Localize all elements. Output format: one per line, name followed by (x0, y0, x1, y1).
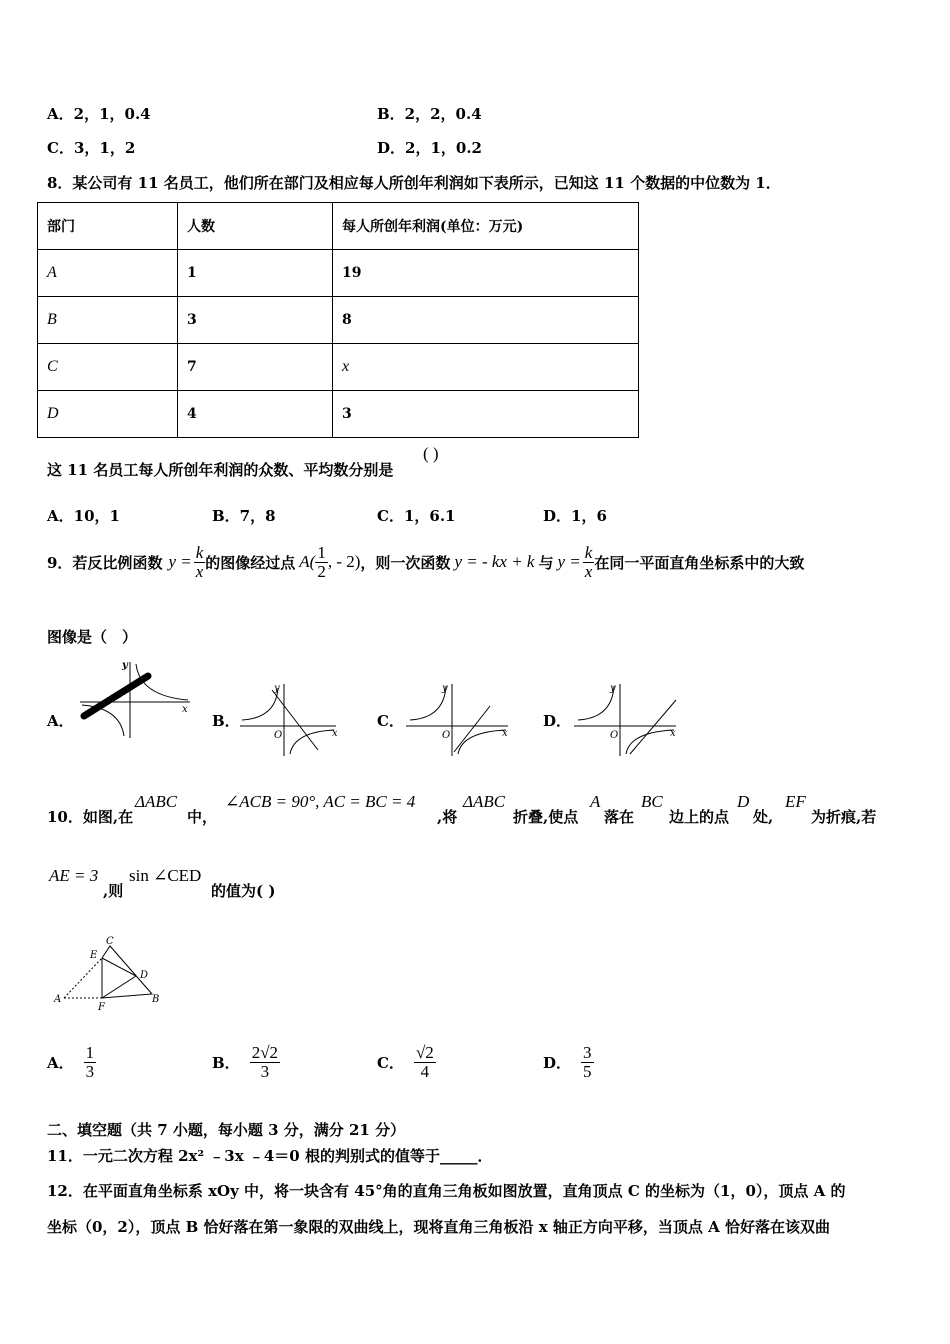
hyperbola-branch (458, 730, 506, 754)
fraction-denominator: 3 (85, 1061, 95, 1081)
q10-jiang: ,将 (437, 808, 458, 826)
q8-stem: 8．某公司有 11 名员工，他们所在部门及相应每人所创年利润如下表所示，已知这 11 个数据的中位数为 1． (47, 174, 781, 192)
q10-triangle-2: ΔABC (463, 792, 506, 811)
q10-point-d: D (737, 792, 750, 811)
fraction-numerator: k (584, 542, 593, 562)
q7-option-a: A．2，1，0.4 (47, 105, 151, 123)
table-row (38, 344, 639, 391)
table-header-cell: 每人所创年利润(单位：万元) (333, 203, 639, 250)
q10-point-a: A (590, 792, 601, 811)
table-header-cell: 部门 (38, 203, 178, 250)
fraction-numerator: √2 (415, 1042, 434, 1062)
q9-stem (47, 540, 804, 584)
table-cell: D (38, 391, 178, 438)
label-e: E (90, 950, 98, 961)
q9-fraction-k-over-x (194, 544, 206, 581)
table-row (38, 391, 639, 438)
q9-graph-d (572, 680, 682, 758)
q10-triangle-figure (48, 932, 168, 1014)
q10-ae: AE = 3 (49, 866, 99, 885)
label-c: C (106, 936, 114, 947)
q9-option-b-label: B． (212, 712, 240, 730)
q10-angle-condition: ∠ACB = 90°, AC = BC = 4 (225, 792, 416, 811)
linear-function-line (272, 690, 318, 750)
table-header-row (38, 203, 639, 250)
q9-point-rest: , - 2) (327, 552, 361, 571)
table-cell: 19 (333, 250, 639, 297)
q10-ze: ,则 (103, 882, 124, 900)
q9-option-a-label: A． (47, 712, 74, 730)
fraction-denominator: x (195, 561, 204, 581)
q10-value: 的值为( ) (211, 882, 276, 900)
q9-y-eq-2: y = (557, 552, 581, 571)
q9-suffix: 在同一平面直角坐标系中的大致 (594, 553, 805, 572)
origin-label: O (274, 730, 283, 741)
q9-mid2: ，则一次函数 (360, 553, 451, 572)
q7-option-b: B．2，2，0.4 (377, 105, 482, 123)
q9-graph-c (404, 680, 514, 758)
x-axis-label: x (182, 704, 188, 715)
label-f: F (98, 1002, 105, 1013)
fraction-numerator: 3 (583, 1042, 592, 1062)
q8-answer-paren: ( ) (423, 444, 439, 463)
q10-crease: 为折痕,若 (811, 808, 877, 826)
q9-fraction-half (315, 544, 328, 581)
q9-line2: 图像是（ ） (47, 628, 138, 646)
hyperbola-branch (578, 686, 614, 720)
q7-option-c: C．3，1，2 (47, 139, 136, 157)
q8-option-d: D．1，6 (543, 507, 607, 525)
hyperbola-branch (242, 688, 278, 720)
option-fraction (84, 1044, 97, 1081)
label-d: D (140, 970, 149, 981)
q7-option-d: D．2，1，0.2 (377, 139, 482, 157)
option-fraction (250, 1044, 280, 1081)
q9-y-eq: y = (168, 552, 192, 571)
table-cell: 8 (333, 297, 639, 344)
q10-triangle: ΔABC (135, 792, 178, 811)
table-cell: 4 (178, 391, 333, 438)
q9-graph-b (238, 680, 342, 758)
y-axis-label: y (122, 660, 128, 671)
q12-line1: 12．在平面直角坐标系 xOy 中，将一块含有 45°角的直角三角板如图放置，直角顶点 C 的坐标为（1，0），顶点 A 的 (47, 1182, 846, 1200)
option-label: D． (543, 1053, 572, 1072)
q10-ef: EF (785, 792, 806, 811)
table-cell: B (38, 297, 178, 344)
dashed-segment-ae (64, 958, 102, 998)
q9-point-a: A( (299, 552, 316, 571)
q10-option-b (212, 1040, 280, 1084)
q10-edge: 边上的点 (669, 808, 730, 826)
q8-question: 这 11 名员工每人所创年利润的众数、平均数分别是 (47, 461, 394, 479)
fraction-denominator: 3 (260, 1061, 270, 1081)
option-label: A． (47, 1053, 74, 1072)
linear-function-line (454, 706, 490, 752)
q8-table (37, 202, 639, 438)
fraction-numerator: 1 (85, 1042, 95, 1062)
table-cell: 7 (178, 344, 333, 391)
table-cell: x (333, 344, 639, 391)
table-cell: 3 (333, 391, 639, 438)
origin-label: O (442, 730, 451, 741)
table-cell: 1 (178, 250, 333, 297)
fraction-numerator: 1 (317, 542, 326, 562)
q10-zhong: 中， (187, 808, 218, 826)
q9-mid3: 与 (538, 553, 554, 572)
q8-option-c: C．1，6.1 (377, 507, 456, 525)
x-axis-label: x (502, 728, 508, 739)
q10-fold: 折叠,使点 (513, 808, 579, 826)
y-axis-label: y (442, 683, 448, 694)
q10-sin-ced: sin ∠CED (129, 866, 202, 885)
fraction-denominator: 2 (317, 561, 326, 581)
fraction-denominator: x (584, 561, 593, 581)
q10-option-a (47, 1040, 96, 1084)
q8-option-a: A．10，1 (47, 507, 120, 525)
origin-label: O (610, 730, 619, 741)
y-axis-label: y (274, 683, 280, 694)
fraction-denominator: 5 (583, 1061, 592, 1081)
fraction-numerator: k (195, 542, 204, 562)
q9-option-c-label: C． (377, 712, 404, 730)
q10-bc: BC (641, 792, 663, 811)
hyperbola-branch (410, 686, 446, 720)
q9-linear-function: y = - kx + k (454, 552, 535, 571)
q10-option-c (377, 1040, 436, 1084)
option-label: B． (212, 1053, 240, 1072)
table-row (38, 297, 639, 344)
y-axis-label: y (610, 683, 616, 694)
q10-option-d (543, 1040, 594, 1084)
x-axis-label: x (670, 728, 676, 739)
q9-graph-a (78, 658, 196, 740)
q12-line2: 坐标（0，2），顶点 B 恰好落在第一象限的双曲线上，现将直角三角板沿 x 轴正方向平移，当顶点 A 恰好落在该双曲 (47, 1218, 830, 1236)
table-row (38, 250, 639, 297)
q8-option-b: B．7，8 (212, 507, 276, 525)
linear-function-line (630, 700, 676, 754)
table-header-cell: 人数 (178, 203, 333, 250)
linear-function-line (84, 676, 148, 716)
segment-ed (102, 958, 136, 976)
q9-option-d-label: D． (543, 712, 572, 730)
q11-text: 11．一元二次方程 2x² ﹣3x ﹣4＝0 根的判别式的值等于_____． (47, 1147, 493, 1165)
q9-prefix: 9．若反比例函数 (47, 553, 163, 572)
q9-mid1: 的图像经过点 (205, 553, 296, 572)
label-a: A (54, 994, 62, 1005)
q10-prefix: 10．如图,在 (47, 808, 134, 826)
label-b: B (152, 994, 160, 1005)
option-fraction (414, 1044, 436, 1081)
q9-fraction-k-over-x-2 (583, 544, 595, 581)
fraction-denominator: 4 (420, 1061, 430, 1081)
table-cell: A (38, 250, 178, 297)
table-cell: 3 (178, 297, 333, 344)
segment-fd (102, 976, 136, 998)
option-label: C． (377, 1053, 404, 1072)
q10-luozai: 落在 (604, 808, 635, 826)
q10-chu: 处, (753, 808, 774, 826)
section2-heading: 二、填空题（共 7 小题，每小题 3 分，满分 21 分） (47, 1121, 406, 1139)
option-fraction (581, 1044, 594, 1081)
x-axis-label: x (332, 728, 338, 739)
table-cell: C (38, 344, 178, 391)
fraction-numerator: 2√2 (251, 1042, 279, 1062)
